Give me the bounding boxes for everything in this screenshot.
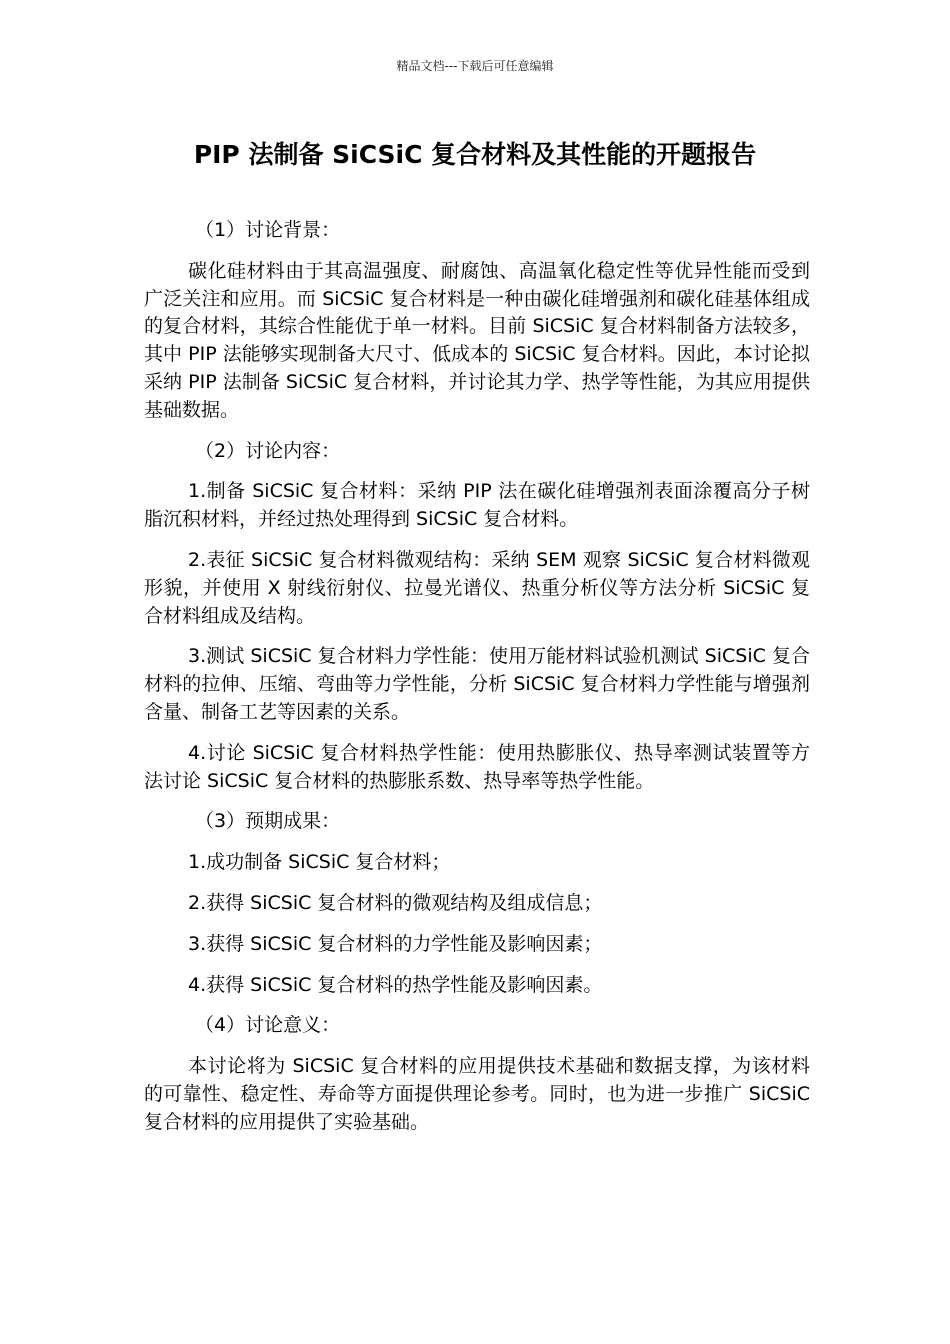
section-heading-significance: （4）讨论意义： [195,1014,341,1037]
result-item-1: 1.成功制备 SiCSiC 复合材料； [188,851,451,874]
content-item-4: 4.讨论 SiCSiC 复合材料热学性能：使用热膨胀仪、热导率测试装置等方法讨论 SiCSiC 复合材料的热膨胀系数、热导率等热学性能。 [144,741,810,792]
header-note: 精品文档---下载后可任意编辑 [396,59,554,73]
content-item-2: 2.表征 SiCSiC 复合材料微观结构：采纳 SEM 观察 SiCSiC 复合材料微观形貌，并使用 X 射线衍射仪、拉曼光谱仪、热重分析仪等方法分析 SiCSiC 复合材料组成及结构。 [144,548,810,627]
significance-paragraph: 本讨论将为 SiCSiC 复合材料的应用提供技术基础和数据支撑，为该材料的可靠性、稳定性、寿命等方面提供理论参考。同时，也为进一步推广 SiCSiC 复合材料的应用提供了实验基础。 [144,1055,810,1133]
result-item-4: 4.获得 SiCSiC 复合材料的热学性能及影响因素。 [188,973,603,996]
section-heading-content: （2）讨论内容： [195,439,341,462]
content-item-1: 1.制备 SiCSiC 复合材料：采纳 PIP 法在碳化硅增强剂表面涂覆高分子树脂沉积材料，并经过热处理得到 SiCSiC 复合材料。 [144,480,810,531]
document-title: PIP 法制备 SiCSiC 复合材料及其性能的开题报告 [193,140,757,169]
result-item-2: 2.获得 SiCSiC 复合材料的微观结构及组成信息； [188,891,603,914]
result-item-3: 3.获得 SiCSiC 复合材料的力学性能及影响因素； [188,932,603,955]
document-body [144,217,810,1150]
content-item-3: 3.测试 SiCSiC 复合材料力学性能：使用万能材料试验机测试 SiCSiC 复合材料的拉伸、压缩、弯曲等力学性能，分析 SiCSiC 复合材料力学性能与增强剂含量、制备工艺等因素的关系。 [144,645,810,723]
background-paragraph: 碳化硅材料由于其高温强度、耐腐蚀、高温氧化稳定性等优异性能而受到广泛关注和应用。而 SiCSiC 复合材料是一种由碳化硅增强剂和碳化硅基体组成的复合材料，其综合性能优于单一材料。目前 SiCSiC 复合材料制备方法较多，其中 PIP 法能够实现制备大尺寸、低成本的 SiCSiC 复合材料。因此，本讨论拟采纳 PIP 法制备 SiCSiC 复合材料，并讨论其力学、热学等性能，为其应用提供基础数据。 [144,259,810,421]
section-heading-expected-results: （3）预期成果： [195,810,341,833]
section-heading-background: （1）讨论背景： [195,219,341,241]
